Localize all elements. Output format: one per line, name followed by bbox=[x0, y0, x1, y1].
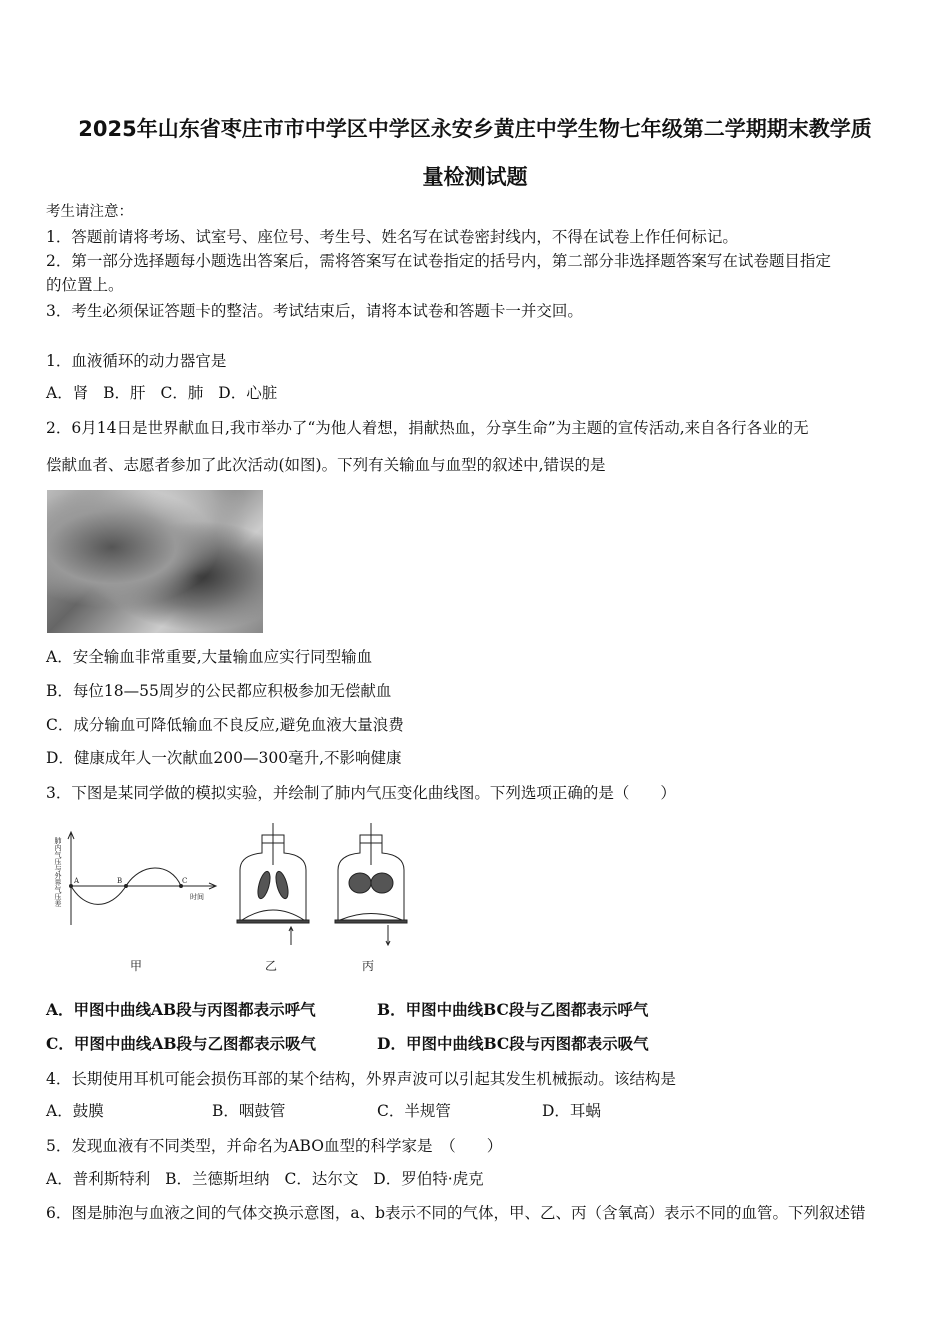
option: A．普利斯特利 bbox=[46, 1170, 151, 1188]
q2-option: A．安全输血非常重要,大量输血应实行同型输血 bbox=[46, 648, 373, 666]
q3-option: D．甲图中曲线BC段与丙图都表示吸气 bbox=[377, 1034, 649, 1053]
option: D．心脏 bbox=[218, 384, 278, 402]
blood-donation-photo bbox=[47, 490, 263, 633]
q4-option: A．鼓膜 bbox=[46, 1102, 104, 1120]
q2-option: D．健康成年人一次献血200—300毫升,不影响健康 bbox=[46, 749, 402, 767]
option: B．肝 bbox=[103, 384, 146, 402]
q5-options bbox=[46, 1169, 494, 1189]
q1-stem: 1．血液循环的动力器官是 bbox=[46, 352, 227, 370]
caption: 乙 bbox=[265, 959, 278, 973]
q2-option: C．成分输血可降低输血不良反应,避免血液大量浪费 bbox=[46, 716, 404, 734]
q3-stem: 3．下图是某同学做的模拟实验，并绘制了肺内气压变化曲线图。下列选项正确的是（ ） bbox=[46, 784, 676, 802]
q3-option: A．甲图中曲线AB段与丙图都表示呼气 bbox=[46, 1000, 316, 1019]
option: A．肾 bbox=[46, 384, 89, 402]
x-axis-label: 时间 bbox=[190, 893, 204, 901]
notice-item: 1．答题前请将考场、试室号、座位号、考生号、姓名写在试卷密封线内，不得在试卷上作任何标记。 bbox=[46, 228, 738, 246]
point-label: A bbox=[74, 877, 80, 885]
q2-option: B．每位18—55周岁的公民都应积极参加无偿献血 bbox=[46, 682, 392, 700]
caption: 丙 bbox=[362, 959, 375, 973]
title-line-2: 量检测试题 bbox=[422, 165, 528, 189]
q3-figure bbox=[40, 815, 440, 989]
q4-option: C．半规管 bbox=[377, 1102, 451, 1120]
option: B．兰德斯坦纳 bbox=[165, 1170, 270, 1188]
title-line-1: 2025年山东省枣庄市市中学区中学区永安乡黄庄中学生物七年级第二学期期末教学质 bbox=[78, 117, 872, 141]
point-label: C bbox=[182, 877, 188, 885]
option: C．肺 bbox=[160, 384, 204, 402]
notice-item: 2．第一部分选择题每小题选出答案后，需将答案写在试卷指定的括号内，第二部分非选择题答案写在试卷题目指定 bbox=[46, 252, 831, 270]
q1-options bbox=[46, 383, 287, 403]
q5-stem: 5．发现血液有不同类型，并命名为ABO血型的科学家是 （ ） bbox=[46, 1137, 503, 1155]
caption: 甲 bbox=[130, 959, 143, 973]
q3-option: C．甲图中曲线AB段与乙图都表示吸气 bbox=[46, 1034, 316, 1053]
q3-option: B．甲图中曲线BC段与乙图都表示呼气 bbox=[377, 1000, 649, 1019]
q4-stem: 4．长期使用耳机可能会损伤耳部的某个结构，外界声波可以引起其发生机械振动。该结构是 bbox=[46, 1070, 676, 1088]
notice-heading: 考生请注意： bbox=[46, 204, 133, 220]
notice-item: 的位置上。 bbox=[46, 276, 124, 294]
q2-stem-1: 2．6月14日是世界献血日,我市举办了“为他人着想，捐献热血，分享生命”为主题的宣传活动,来自各行各业的无 bbox=[46, 419, 809, 437]
lung-pressure-diagram bbox=[40, 815, 440, 985]
q4-option: D．耳蜗 bbox=[542, 1102, 601, 1120]
q2-stem-2: 偿献血者、志愿者参加了此次活动(如图)。下列有关输血与血型的叙述中,错误的是 bbox=[46, 456, 606, 474]
option: D．罗伯特·虎克 bbox=[373, 1170, 484, 1188]
option: C．达尔文 bbox=[284, 1170, 359, 1188]
notice-item: 3．考生必须保证答题卡的整洁。考试结束后，请将本试卷和答题卡一并交回。 bbox=[46, 302, 583, 320]
point-label: B bbox=[117, 877, 123, 885]
q6-stem: 6．图是肺泡与血液之间的气体交换示意图，a、b表示不同的气体，甲、乙、丙（含氧高）表示不同的血管。下列叙述错 bbox=[46, 1204, 866, 1222]
q4-option: B．咽鼓管 bbox=[212, 1102, 286, 1120]
y-axis-label: 肺内气压与外界气压差 bbox=[54, 837, 62, 907]
